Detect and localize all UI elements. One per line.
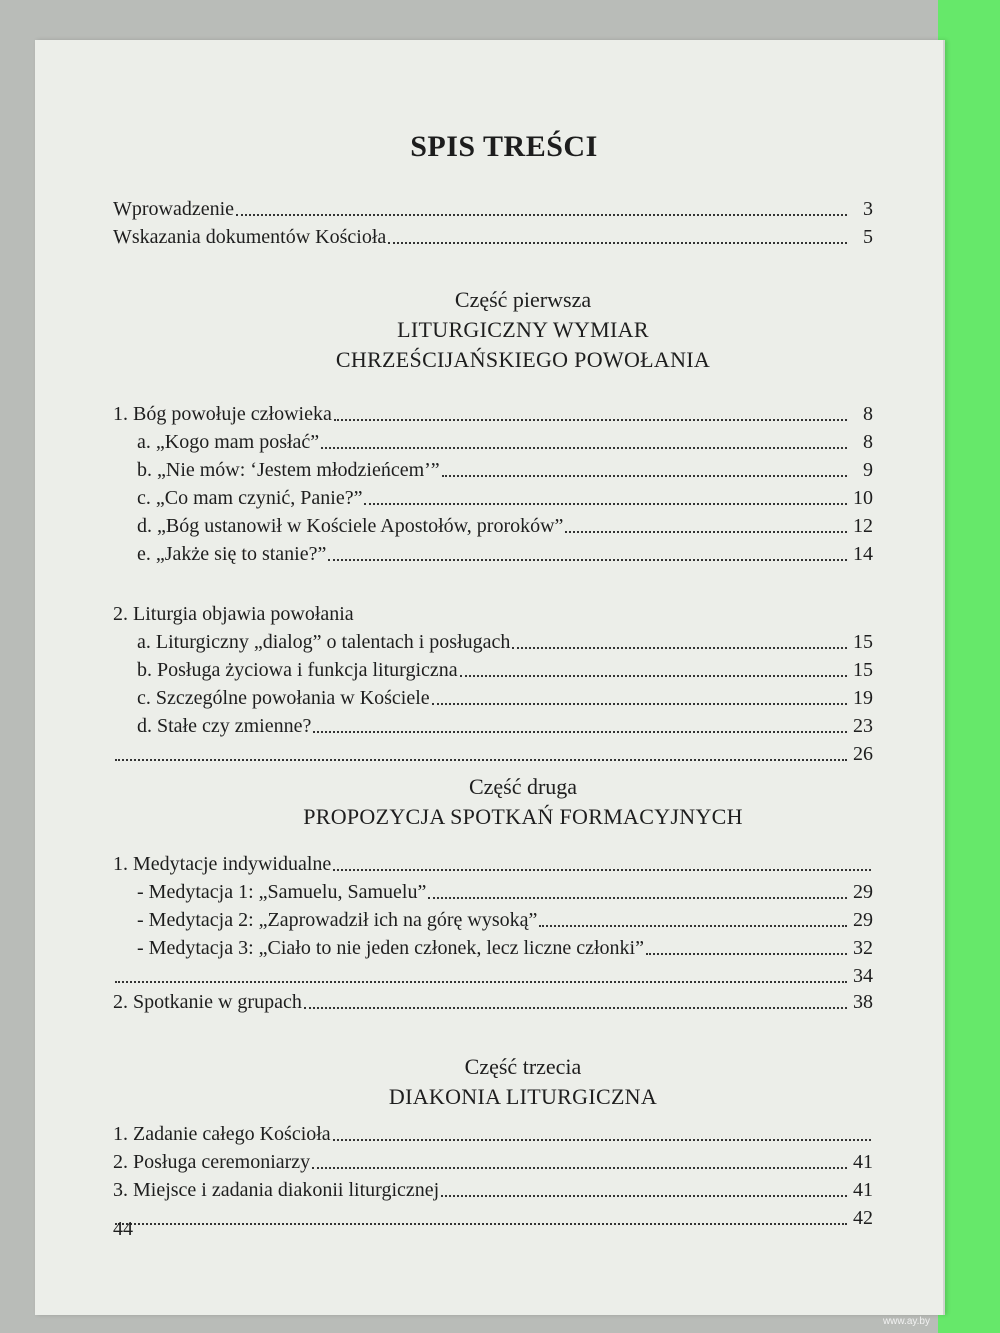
toc-entry: c. Szczególne powołania w Kościele 19 [137,687,873,709]
page-number: 44 [113,1218,133,1240]
toc-entry: - Medytacja 2: „Zaprowadził ich na górę wysoką” 29 [137,909,873,931]
part-two-heading: Część druga [468,774,578,799]
toc-entry: a. „Kogo mam posłać” 8 [137,431,873,453]
part-one-section-one [113,400,873,568]
part-three-entries [113,1120,873,1232]
part-three-title: DIAKONIA LITURGICZNA [388,1084,658,1109]
toc-entry: 2. Spotkanie w grupach 38 [113,991,873,1013]
part-three-heading: Część trzecia [464,1054,582,1079]
part-two-title: PROPOZYCJA SPOTKAŃ FORMACYJNYCH [303,804,743,829]
part-two-section-two [113,988,873,1016]
toc-entry: 1. Bóg powołuje człowieka 8 [113,403,873,425]
toc-entry-trailing: 26 [113,740,873,768]
toc-entry-trailing: 34 [113,962,873,990]
toc-entry: 1. Zadanie całego Kościoła [113,1120,873,1148]
part-three-header [113,1052,873,1112]
part-one-title-line2: CHRZEŚCIJAŃSKIEGO POWOŁANIA [335,347,711,372]
toc-entry: - Medytacja 1: „Samuelu, Samuelu” 29 [137,881,873,903]
toc-entry: 2. Liturgia objawia powołania [113,603,354,625]
book-page [35,40,945,1315]
part-one-title-line1: LITURGICZNY WYMIAR [397,317,649,342]
toc-entry: 2. Posługa ceremoniarzy 41 [113,1151,873,1173]
toc-entry-introduction: Wprowadzenie 3 [113,198,873,220]
toc-intro [113,195,873,251]
toc-entry: d. Stałe czy zmienne? 23 [137,715,873,737]
toc-entry: a. Liturgiczny „dialog” o talentach i posługach 15 [137,631,873,653]
part-two-header [113,772,873,832]
page-title: SPIS TREŚCI [410,130,598,163]
toc-entry: 1. Medytacje indywidualne [113,850,873,878]
part-one-heading: Część pierwsza [454,287,592,312]
watermark: www.ay.by [882,1316,930,1327]
toc-entry: e. „Jakże się to stanie?” 14 [137,543,873,565]
toc-entry-trailing: 42 [113,1204,873,1232]
part-one-header [113,285,873,375]
toc-entry: c. „Co mam czynić, Panie?” 10 [137,487,873,509]
toc-entry-documents: Wskazania dokumentów Kościoła 5 [113,226,873,248]
toc-entry: - Medytacja 3: „Ciało to nie jeden członek, lecz liczne członki” 32 [137,937,873,959]
toc-entry: b. „Nie mów: ‘Jestem młodzieńcem’” 9 [137,459,873,481]
toc-entry: d. „Bóg ustanowił w Kościele Apostołów, proroków” 12 [137,515,873,537]
part-two-section-one [113,850,873,990]
toc-entry: b. Posługa życiowa i funkcja liturgiczna 15 [137,659,873,681]
part-one-section-two [113,600,873,768]
toc-entry: 3. Miejsce i zadania diakonii liturgicznej 41 [113,1179,873,1201]
green-background [938,0,1000,1333]
